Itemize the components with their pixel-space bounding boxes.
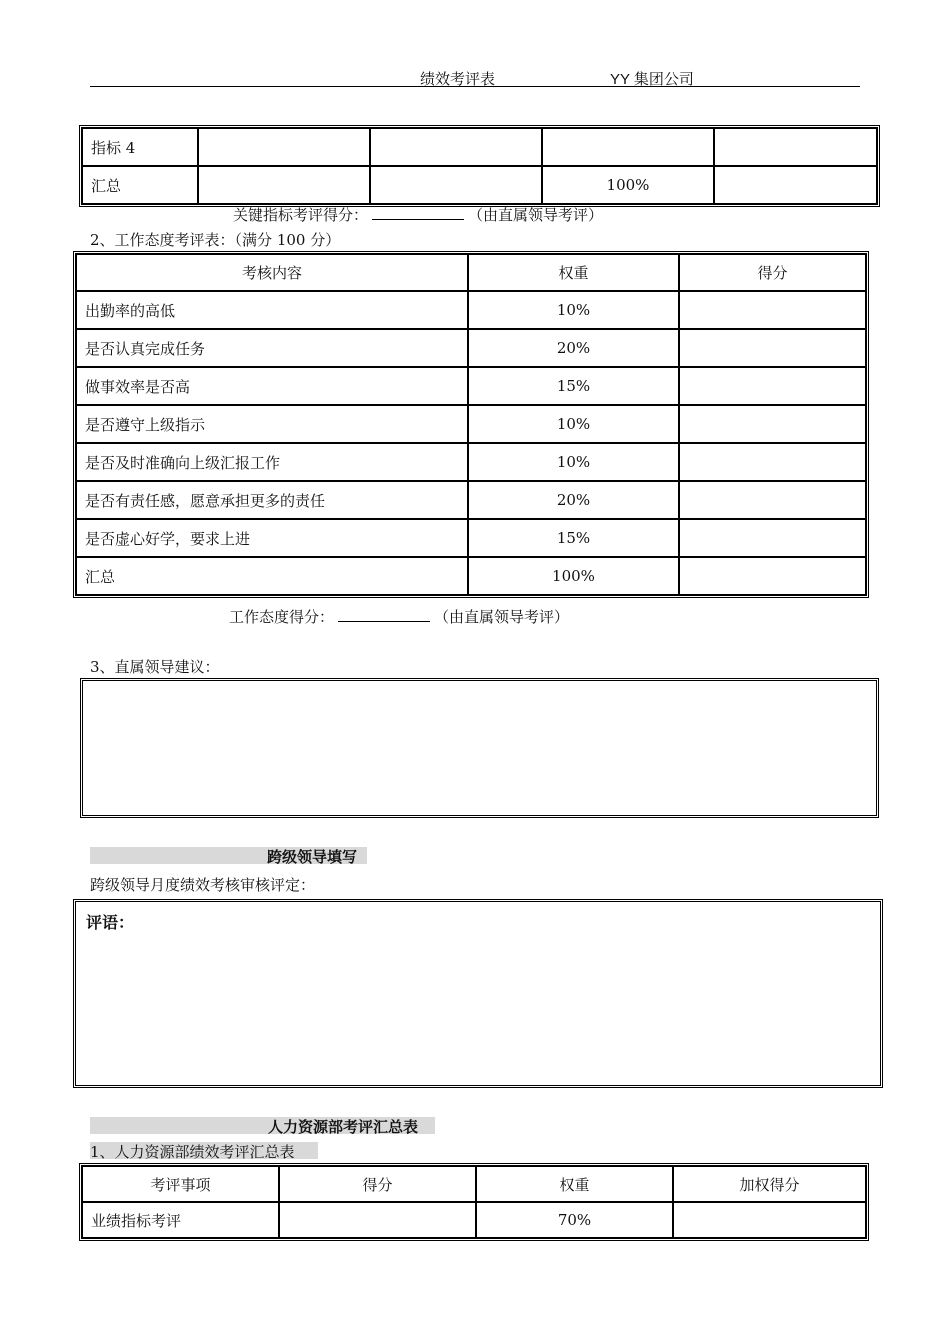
column-header: 权重 (468, 254, 679, 291)
weight-cell: 15% (468, 367, 679, 405)
table-row (82, 1202, 866, 1238)
column-header: 得分 (279, 1166, 476, 1202)
criteria-cell: 出勤率的高低 (76, 291, 468, 329)
column-header: 得分 (679, 254, 866, 291)
column-header: 加权得分 (673, 1166, 866, 1202)
table-row (76, 405, 866, 443)
kpi-score-line (233, 204, 603, 225)
table-header-row (76, 254, 866, 291)
table-row (82, 166, 877, 204)
header-rule (90, 86, 860, 87)
attitude-score-blank[interactable] (338, 609, 430, 622)
hr-summary-subtitle: 1、人力资源部绩效考评汇总表 (90, 1143, 295, 1161)
score-cell[interactable] (679, 443, 866, 481)
cross-level-subtitle: 跨级领导月度绩效考核审核评定： (90, 876, 316, 894)
hr-score-cell[interactable] (279, 1202, 476, 1238)
score-cell[interactable] (679, 291, 866, 329)
weight-cell: 10% (468, 405, 679, 443)
table-row (76, 481, 866, 519)
hr-weighted-cell[interactable] (673, 1202, 866, 1238)
criteria-cell: 是否遵守上级指示 (76, 405, 468, 443)
hr-item-cell: 业绩指标考评 (82, 1202, 279, 1238)
kpi-cell[interactable] (198, 128, 370, 166)
score-cell[interactable] (679, 519, 866, 557)
kpi-cell[interactable] (542, 128, 714, 166)
weight-cell: 10% (468, 291, 679, 329)
table-row (76, 329, 866, 367)
weight-cell: 20% (468, 329, 679, 367)
criteria-cell: 做事效率是否高 (76, 367, 468, 405)
hr-summary-table (79, 1163, 869, 1241)
criteria-cell: 汇总 (76, 557, 468, 595)
column-header: 权重 (476, 1166, 673, 1202)
weight-cell: 10% (468, 443, 679, 481)
attitude-score-label: 工作态度得分： (229, 608, 335, 626)
table-row (76, 291, 866, 329)
column-header: 考核内容 (76, 254, 468, 291)
attitude-heading: 2、工作态度考评表：（满分 100 分） (90, 231, 341, 249)
kpi-cell: 汇总 (82, 166, 198, 204)
score-cell[interactable] (679, 405, 866, 443)
table-row (82, 128, 877, 166)
suggestion-box[interactable] (80, 678, 879, 818)
kpi-cell[interactable] (370, 128, 542, 166)
score-cell[interactable] (679, 481, 866, 519)
table-row (76, 367, 866, 405)
cross-level-title: 跨级领导填写 (267, 848, 358, 866)
column-header: 考评事项 (82, 1166, 279, 1202)
kpi-score-label: 关键指标考评得分： (233, 206, 369, 224)
score-cell[interactable] (679, 557, 866, 595)
criteria-cell: 是否及时准确向上级汇报工作 (76, 443, 468, 481)
kpi-cell: 指标 4 (82, 128, 198, 166)
table-row (76, 519, 866, 557)
kpi-score-blank[interactable] (372, 207, 464, 220)
score-cell[interactable] (679, 367, 866, 405)
suggestion-heading: 3、直属领导建议： (90, 658, 220, 676)
table-row (76, 443, 866, 481)
kpi-score-note: （由直属领导考评） (468, 206, 604, 224)
score-cell[interactable] (679, 329, 866, 367)
attitude-table (73, 251, 869, 598)
criteria-cell: 是否虚心好学，要求上进 (76, 519, 468, 557)
weight-cell: 100% (468, 557, 679, 595)
kpi-cell[interactable] (198, 166, 370, 204)
weight-cell: 15% (468, 519, 679, 557)
document-title: 绩效考评表 (420, 71, 496, 88)
hr-summary-title: 人力资源部考评汇总表 (268, 1118, 419, 1136)
table-header-row (82, 1166, 866, 1202)
kpi-cell[interactable] (370, 166, 542, 204)
kpi-cell: 100% (542, 166, 714, 204)
criteria-cell: 是否认真完成任务 (76, 329, 468, 367)
company-name: YY 集团公司 (610, 71, 694, 88)
kpi-table (79, 125, 880, 207)
kpi-cell[interactable] (714, 128, 877, 166)
hr-weight-cell: 70% (476, 1202, 673, 1238)
kpi-cell[interactable] (714, 166, 877, 204)
criteria-cell: 是否有责任感，愿意承担更多的责任 (76, 481, 468, 519)
weight-cell: 20% (468, 481, 679, 519)
table-row (76, 557, 866, 595)
comment-box[interactable] (73, 899, 883, 1088)
attitude-score-note: （由直属领导考评） (434, 608, 570, 626)
comment-label: 评语： (86, 913, 135, 932)
attitude-score-line (229, 606, 569, 627)
